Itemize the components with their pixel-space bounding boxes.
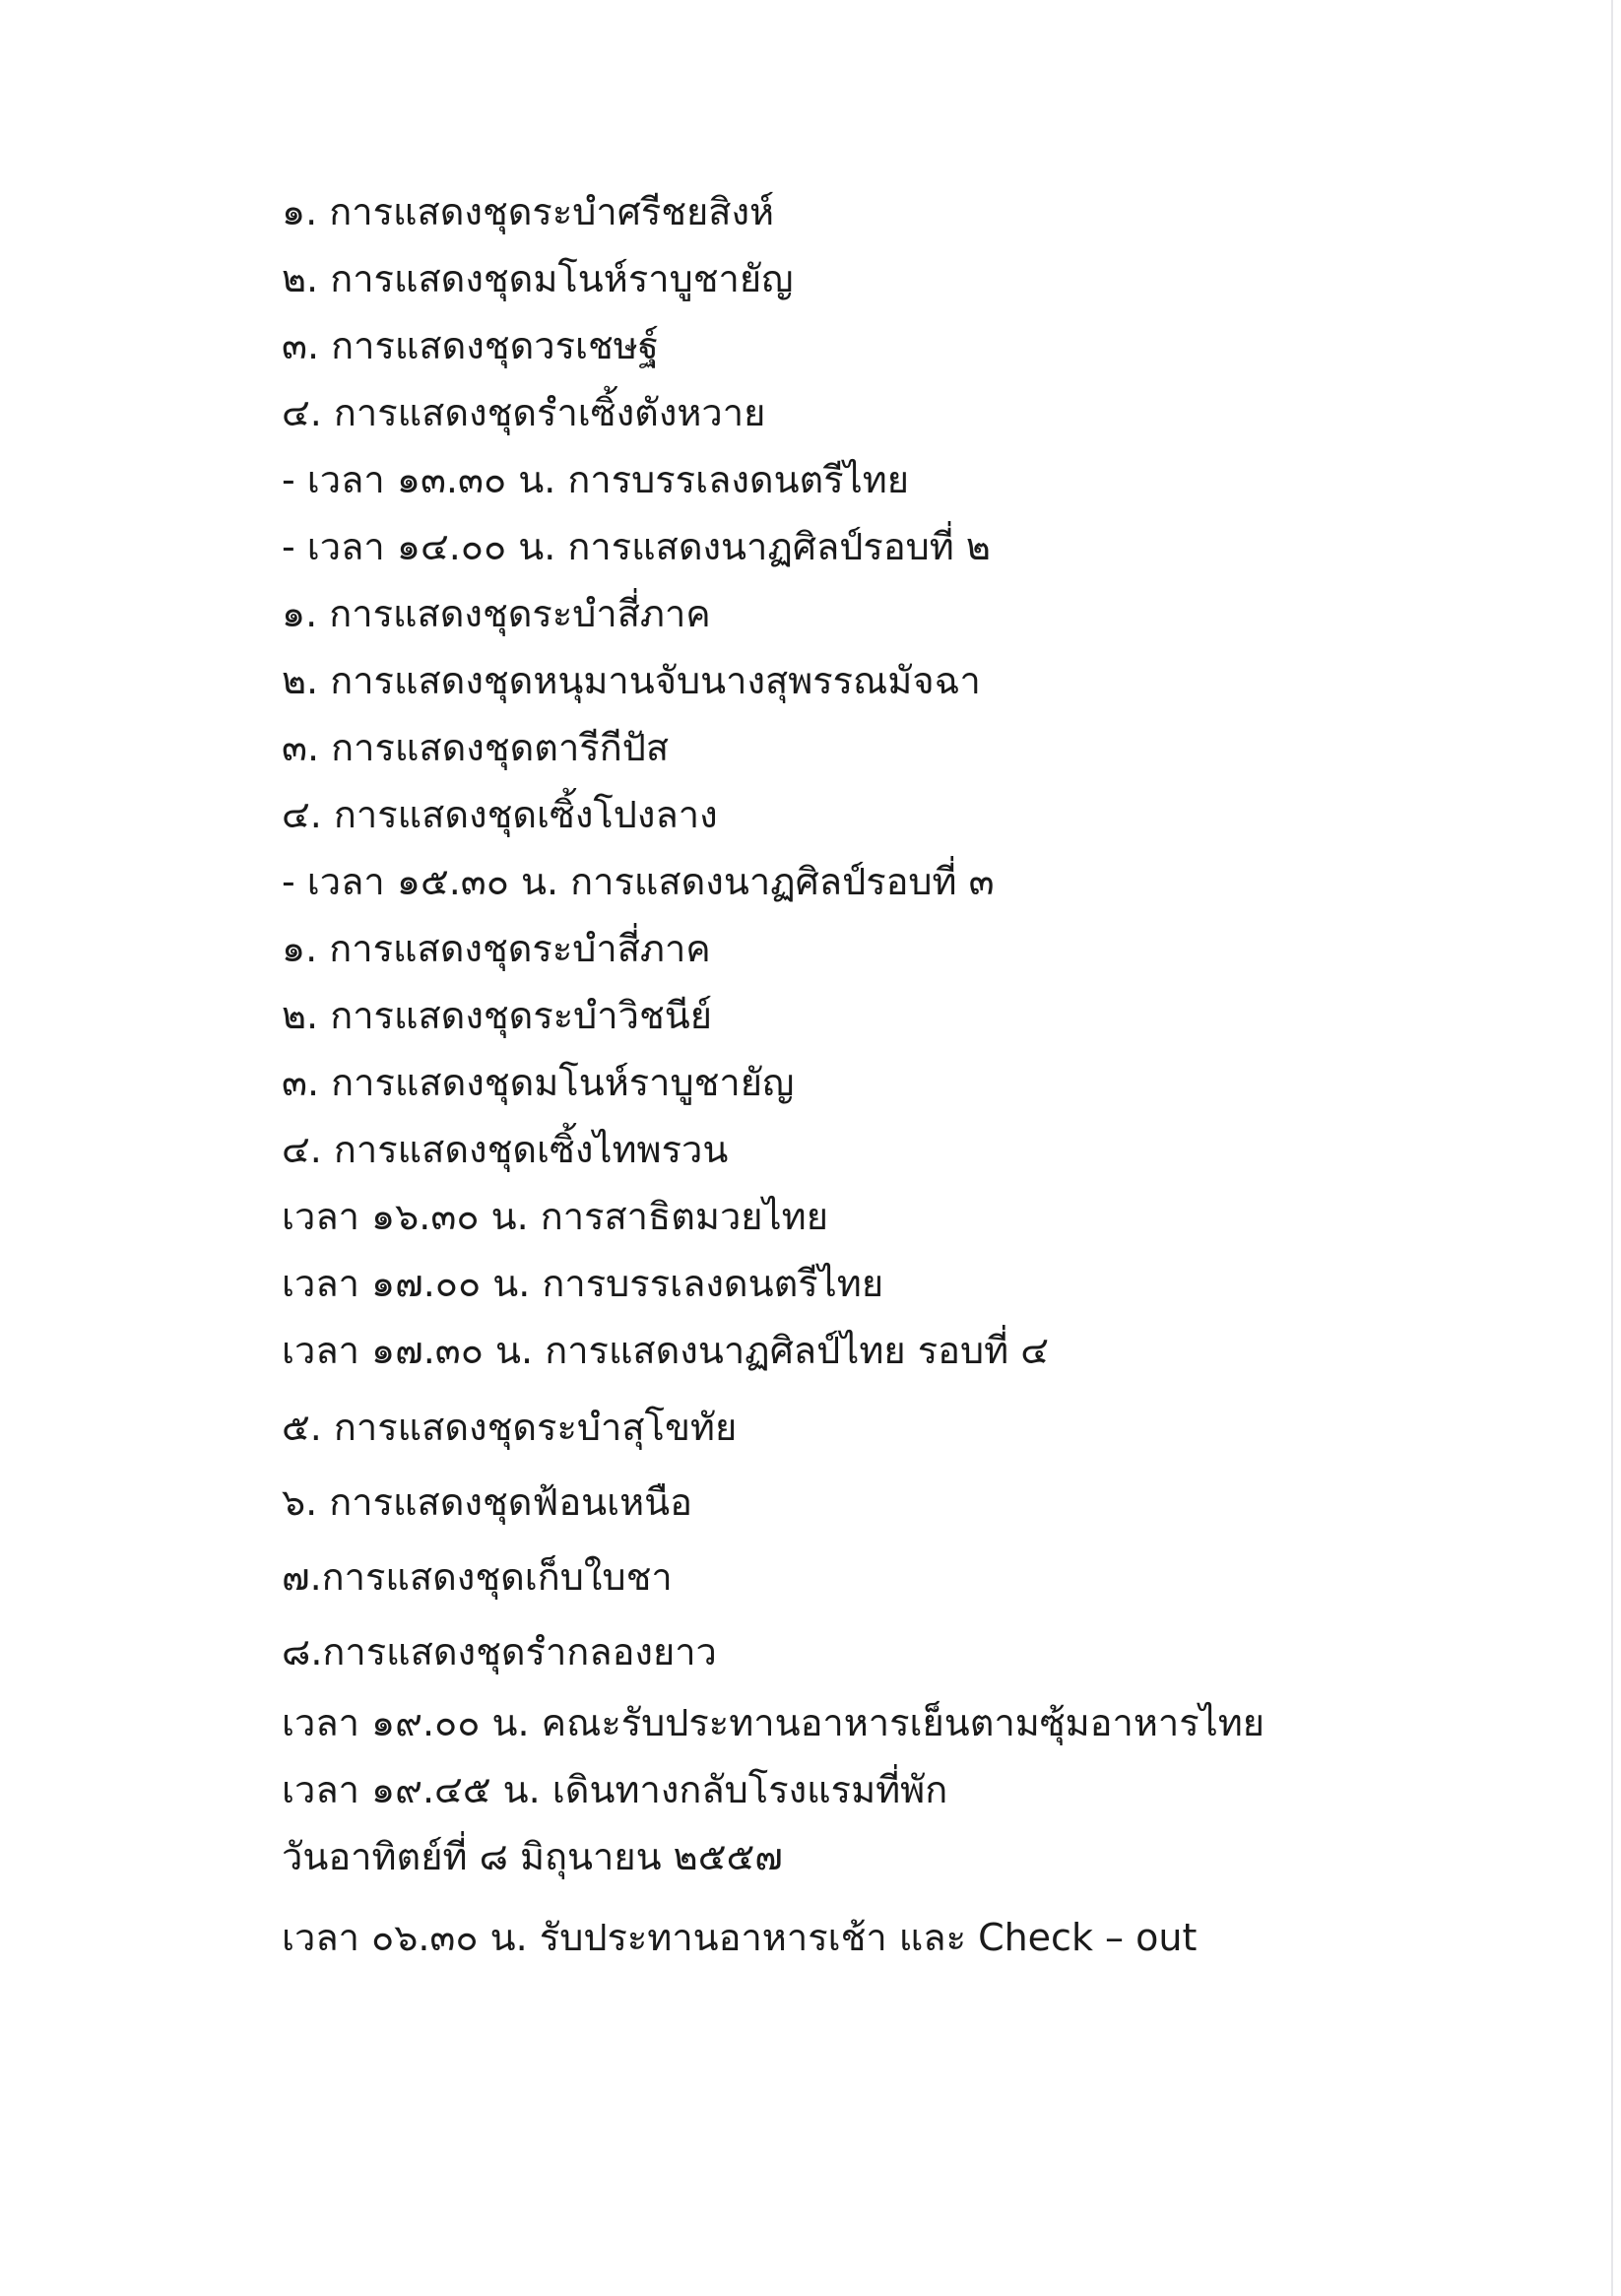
time-line: เวลา ๑๗.๐๐ น. การบรรเลงดนตรีไทย [282, 1262, 884, 1305]
date-heading: วันอาทิตย์ที่ ๘ มิถุนายน ๒๕๕๗ [282, 1835, 783, 1878]
item-line: ๑. การแสดงชุดระบำสี่ภาค [282, 927, 711, 970]
time-line: เวลา ๑๖.๓๐ น. การสาธิตมวยไทย [282, 1195, 828, 1238]
item-line: ๑. การแสดงชุดระบำศรีชยสิงห์ [282, 190, 775, 233]
item-line: ๑. การแสดงชุดระบำสี่ภาค [282, 592, 711, 635]
item-line: ๒. การแสดงชุดระบำวิชนีย์ [282, 994, 712, 1037]
item-line: ๓. การแสดงชุดตารีกีปัส [282, 726, 670, 769]
item-line: ๗.การแสดงชุดเก็บใบชา [282, 1555, 673, 1599]
time-line: เวลา ๑๙.๐๐ น. คณะรับประทานอาหารเย็นตามซุ้มอาหารไทย [282, 1701, 1265, 1744]
item-line: ๔. การแสดงชุดเซิ้งไทพรวน [282, 1128, 729, 1171]
item-line: ๓. การแสดงชุดมโนห์ราบูชายัญ [282, 1061, 795, 1104]
time-line: เวลา ๑๙.๔๕ น. เดินทางกลับโรงแรมที่พัก [282, 1768, 948, 1811]
item-line: ๔. การแสดงชุดเซิ้งโปงลาง [282, 793, 718, 836]
time-line: - เวลา ๑๕.๓๐ น. การแสดงนาฏศิลป์รอบที่ ๓ [282, 860, 995, 903]
item-line: ๘.การแสดงชุดรำกลองยาว [282, 1630, 717, 1673]
time-line: เวลา ๐๖.๓๐ น. รับประทานอาหารเช้า และ Check – out [282, 1916, 1198, 1959]
item-line: ๓. การแสดงชุดวรเชษฐ์ [282, 324, 659, 367]
item-line: ๕. การแสดงชุดระบำสุโขทัย [282, 1406, 738, 1449]
time-line: เวลา ๑๗.๓๐ น. การแสดงนาฏศิลป์ไทย รอบที่ ๔ [282, 1329, 1049, 1372]
item-line: ๒. การแสดงชุดหนุมานจับนางสุพรรณมัจฉา [282, 659, 981, 702]
item-line: ๔. การแสดงชุดรำเซิ้งตังหวาย [282, 391, 766, 434]
item-line: ๖. การแสดงชุดฟ้อนเหนือ [282, 1480, 692, 1524]
item-line: ๒. การแสดงชุดมโนห์ราบูชายัญ [282, 257, 794, 300]
time-line: - เวลา ๑๓.๓๐ น. การบรรเลงดนตรีไทย [282, 458, 910, 501]
time-line: - เวลา ๑๔.๐๐ น. การแสดงนาฏศิลป์รอบที่ ๒ [282, 525, 991, 568]
page-edge [1611, 0, 1613, 2296]
